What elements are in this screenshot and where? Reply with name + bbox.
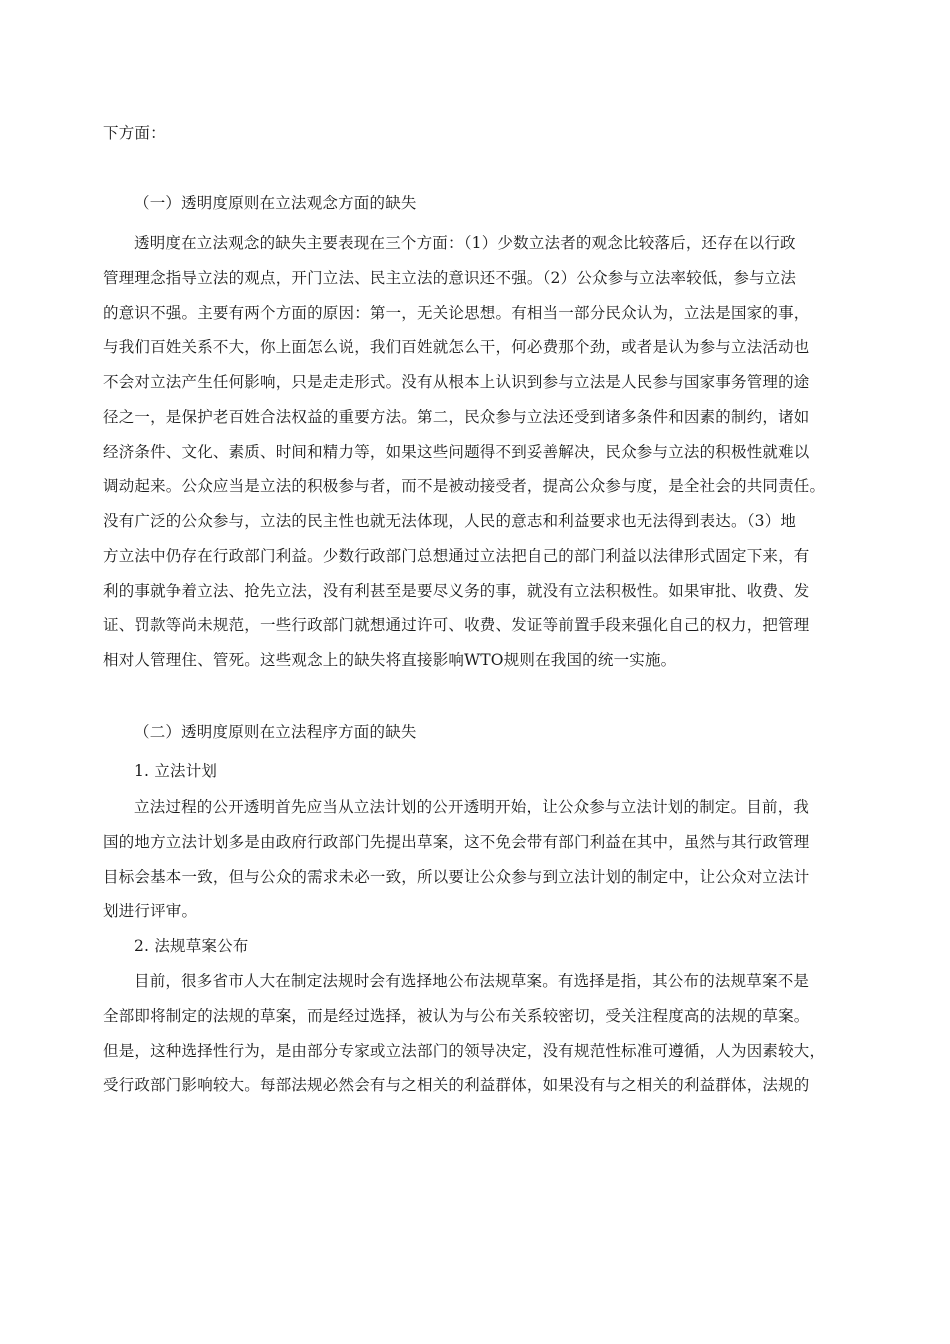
paragraph-line: 划进行评审。 (103, 902, 198, 920)
paragraph-line: 目前，很多省市人大在制定法规时会有选择地公布法规草案。有选择是指，其公布的法规草案不是 (134, 972, 810, 990)
lead-text: 下方面： (103, 124, 166, 142)
paragraph-line: 经济条件、文化、素质、时间和精力等，如果这些问题得不到妥善解决，民众参与立法的积极性就难以 (103, 443, 810, 461)
paragraph-line: 受行政部门影响较大。每部法规必然会有与之相关的利益群体，如果没有与之相关的利益群体，法规的 (103, 1076, 810, 1094)
section-heading-2: （二）透明度原则在立法程序方面的缺失 (134, 723, 417, 741)
paragraph-line: 管理理念指导立法的观点，开门立法、民主立法的意识还不强。（2）公众参与立法率较低，参与立法 (103, 269, 797, 287)
paragraph-line: 证、罚款等尚未规范，一些行政部门就想通过许可、收费、发证等前置手段来强化自己的权力，把管理 (103, 616, 810, 634)
paragraph-line: 的意识不强。主要有两个方面的原因：第一，无关论思想。有相当一部分民众认为，立法是国家的事， (103, 304, 810, 322)
paragraph-line: 方立法中仍存在行政部门利益。少数行政部门总想通过立法把自己的部门利益以法律形式固定下来，有 (103, 547, 810, 565)
paragraph-line: 国的地方立法计划多是由政府行政部门先提出草案，这不免会带有部门利益在其中，虽然与其行政管理 (103, 833, 810, 851)
paragraph-line: 没有广泛的公众参与，立法的民主性也就无法体现，人民的意志和利益要求也无法得到表达。（3）地 (103, 512, 797, 530)
subsection-title-2: 2. 法规草案公布 (134, 937, 249, 955)
paragraph-line: 调动起来。公众应当是立法的积极参与者，而不是被动接受者，提高公众参与度，是全社会的共同责任。 (103, 477, 826, 495)
paragraph-line: 立法过程的公开透明首先应当从立法计划的公开透明开始，让公众参与立法计划的制定。目前，我 (134, 798, 810, 816)
paragraph-line: 利的事就争着立法、抢先立法，没有利甚至是要尽义务的事，就没有立法积极性。如果审批、收费、发 (103, 582, 810, 600)
paragraph-line: 与我们百姓关系不大，你上面怎么说，我们百姓就怎么干，何必费那个劲，或者是认为参与立法活动也 (103, 338, 810, 356)
paragraph-line: 但是，这种选择性行为，是由部分专家或立法部门的领导决定，没有规范性标准可遵循，人为因素较大， (103, 1042, 826, 1060)
paragraph-line: 不会对立法产生任何影响，只是走走形式。没有从根本上认识到参与立法是人民参与国家事务管理的途 (103, 373, 810, 391)
paragraph-line: 相对人管理住、管死。这些观念上的缺失将直接影响WTO规则在我国的统一实施。 (103, 651, 677, 669)
paragraph-line: 全部即将制定的法规的草案，而是经过选择，被认为与公布关系较密切，受关注程度高的法规的草案。 (103, 1007, 810, 1025)
section-heading-1: （一）透明度原则在立法观念方面的缺失 (134, 194, 417, 212)
subsection-title-1: 1. 立法计划 (134, 762, 218, 780)
paragraph-line: 透明度在立法观念的缺失主要表现在三个方面：（1）少数立法者的观念比较落后，还存在以行政 (134, 234, 796, 252)
paragraph-line: 径之一，是保护老百姓合法权益的重要方法。第二，民众参与立法还受到诸多条件和因素的制约，诸如 (103, 408, 810, 426)
paragraph-line: 目标会基本一致，但与公众的需求未必一致，所以要让公众参与到立法计划的制定中，让公众对立法计 (103, 868, 810, 886)
